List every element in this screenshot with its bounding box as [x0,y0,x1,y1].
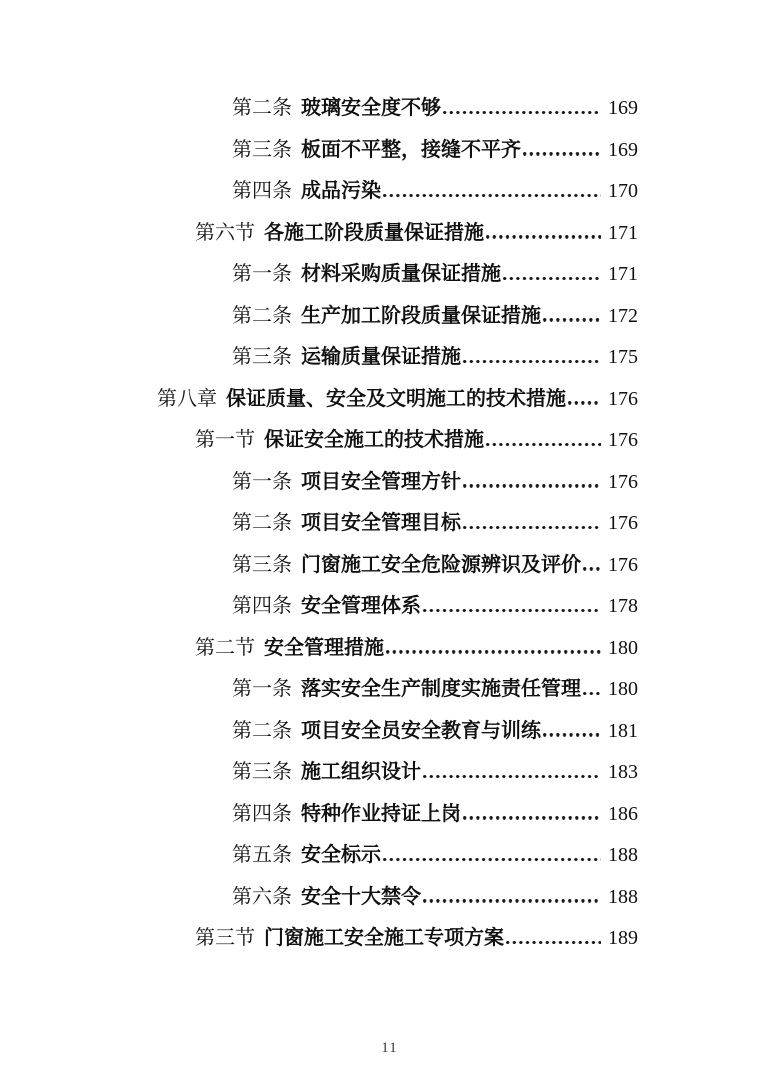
toc-entry-title: 生产加工阶段质量保证措施 [301,304,541,327]
toc-entry-page: 183 [608,761,638,783]
toc-entry-title: 项目安全管理目标 [301,512,461,534]
toc-entry-title: 保证安全施工的技术措施 [264,429,484,451]
toc-entry-prefix: 第三条 [232,346,292,368]
toc-entry[interactable] [0,462,761,504]
toc-entry-prefix: 第一条 [232,470,292,493]
toc-entry-page: 171 [608,221,638,244]
toc-entry-prefix: 第四条 [232,595,292,617]
toc-entry-page: 176 [608,429,638,451]
toc-entry[interactable] [0,711,761,753]
toc-entry[interactable] [0,794,761,836]
toc-entry-title: 安全管理措施 [264,636,384,659]
toc-entry-title: 各施工阶段质量保证措施 [264,221,484,244]
toc-entry-prefix: 第二条 [232,719,292,742]
toc-entry-title: 玻璃安全度不够 [301,97,441,119]
toc-entry-page: 172 [608,304,638,327]
toc-entry[interactable] [0,171,761,213]
toc-entry-page: 176 [608,470,638,493]
dotted-leader-icon [543,733,601,736]
toc-entry-prefix: 第一节 [195,429,255,451]
toc-entry-title: 材料采购质量保证措施 [301,263,501,285]
toc-entry-page: 188 [608,844,638,866]
toc-entry-title: 运输质量保证措施 [301,346,461,368]
toc-entry[interactable] [0,337,761,379]
toc-entry-prefix: 第二条 [232,304,292,327]
toc-entry-prefix: 第三条 [232,553,292,576]
toc-entry-page: 188 [608,885,638,908]
toc-entry-prefix: 第二节 [195,636,255,659]
dotted-leader-icon [463,484,601,487]
toc-entry-title: 落实安全生产制度实施责任管理 [301,678,581,700]
toc-entry[interactable] [0,88,761,130]
dotted-leader-icon [523,152,601,155]
toc-entry-title: 板面不平整，接缝不平齐 [301,138,521,161]
toc-entry[interactable] [0,586,761,628]
dotted-leader-icon [583,567,601,570]
toc-list [0,88,761,960]
toc-entry-title: 安全标示 [301,844,381,866]
toc-entry-prefix: 第六条 [232,885,292,908]
toc-entry[interactable] [0,379,761,421]
toc-entry[interactable] [0,669,761,711]
toc-entry-page: 180 [608,636,638,659]
toc-entry-prefix: 第五条 [232,844,292,866]
dotted-leader-icon [486,443,601,446]
dotted-leader-icon [463,360,601,363]
toc-entry-title: 项目安全员安全教育与训练 [301,719,541,742]
toc-entry-title: 项目安全管理方针 [301,470,461,493]
toc-entry-prefix: 第八章 [157,387,217,410]
toc-entry[interactable] [0,503,761,545]
toc-entry[interactable] [0,545,761,587]
toc-entry[interactable] [0,296,761,338]
toc-entry-prefix: 第三条 [232,138,292,161]
toc-entry[interactable] [0,254,761,296]
toc-entry[interactable] [0,130,761,172]
toc-entry-title: 安全管理体系 [301,595,421,617]
toc-entry-title: 施工组织设计 [301,761,421,783]
toc-entry-prefix: 第三节 [195,927,255,949]
toc-entry-prefix: 第二条 [232,97,292,119]
toc-entry-title: 成品污染 [301,180,381,202]
dotted-leader-icon [583,692,601,695]
dotted-leader-icon [463,816,601,819]
toc-entry[interactable] [0,835,761,877]
dotted-leader-icon [463,526,601,529]
dotted-leader-icon [383,194,601,197]
toc-entry-page: 186 [608,802,638,825]
dotted-leader-icon [383,858,601,861]
toc-entry-prefix: 第一条 [232,263,292,285]
dotted-leader-icon [486,235,601,238]
toc-entry[interactable] [0,877,761,919]
toc-entry-page: 176 [608,512,638,534]
toc-entry-prefix: 第二条 [232,512,292,534]
toc-entry-page: 176 [608,553,638,576]
dotted-leader-icon [386,650,601,653]
page-number-footer: 11 [381,1040,398,1056]
toc-entry-prefix: 第六节 [195,221,255,244]
toc-entry-page: 178 [608,595,638,617]
dotted-leader-icon [423,899,601,902]
dotted-leader-icon [503,277,601,280]
toc-entry-page: 170 [608,180,638,202]
toc-entry[interactable] [0,752,761,794]
dotted-leader-icon [568,401,601,404]
dotted-leader-icon [543,318,601,321]
dotted-leader-icon [423,609,601,612]
toc-entry-page: 181 [608,719,638,742]
toc-entry[interactable] [0,213,761,255]
toc-entry-page: 180 [608,678,638,700]
toc-entry-page: 169 [608,97,638,119]
toc-entry-prefix: 第四条 [232,802,292,825]
toc-entry[interactable] [0,918,761,960]
toc-entry-title: 门窗施工安全危险源辨识及评价 [301,553,581,576]
toc-entry-page: 169 [608,138,638,161]
toc-entry-page: 176 [608,387,638,410]
toc-entry-page: 175 [608,346,638,368]
toc-entry-prefix: 第四条 [232,180,292,202]
dotted-leader-icon [423,775,601,778]
toc-entry-title: 安全十大禁令 [301,885,421,908]
toc-entry-title: 保证质量、安全及文明施工的技术措施 [226,387,566,410]
toc-entry-prefix: 第三条 [232,761,292,783]
toc-entry-prefix: 第一条 [232,678,292,700]
toc-entry[interactable] [0,420,761,462]
dotted-leader-icon [506,941,601,944]
toc-entry-page: 171 [608,263,638,285]
toc-entry[interactable] [0,628,761,670]
toc-entry-title: 特种作业持证上岗 [301,802,461,825]
dotted-leader-icon [443,111,601,114]
toc-entry-title: 门窗施工安全施工专项方案 [264,927,504,949]
toc-entry-page: 189 [608,927,638,949]
